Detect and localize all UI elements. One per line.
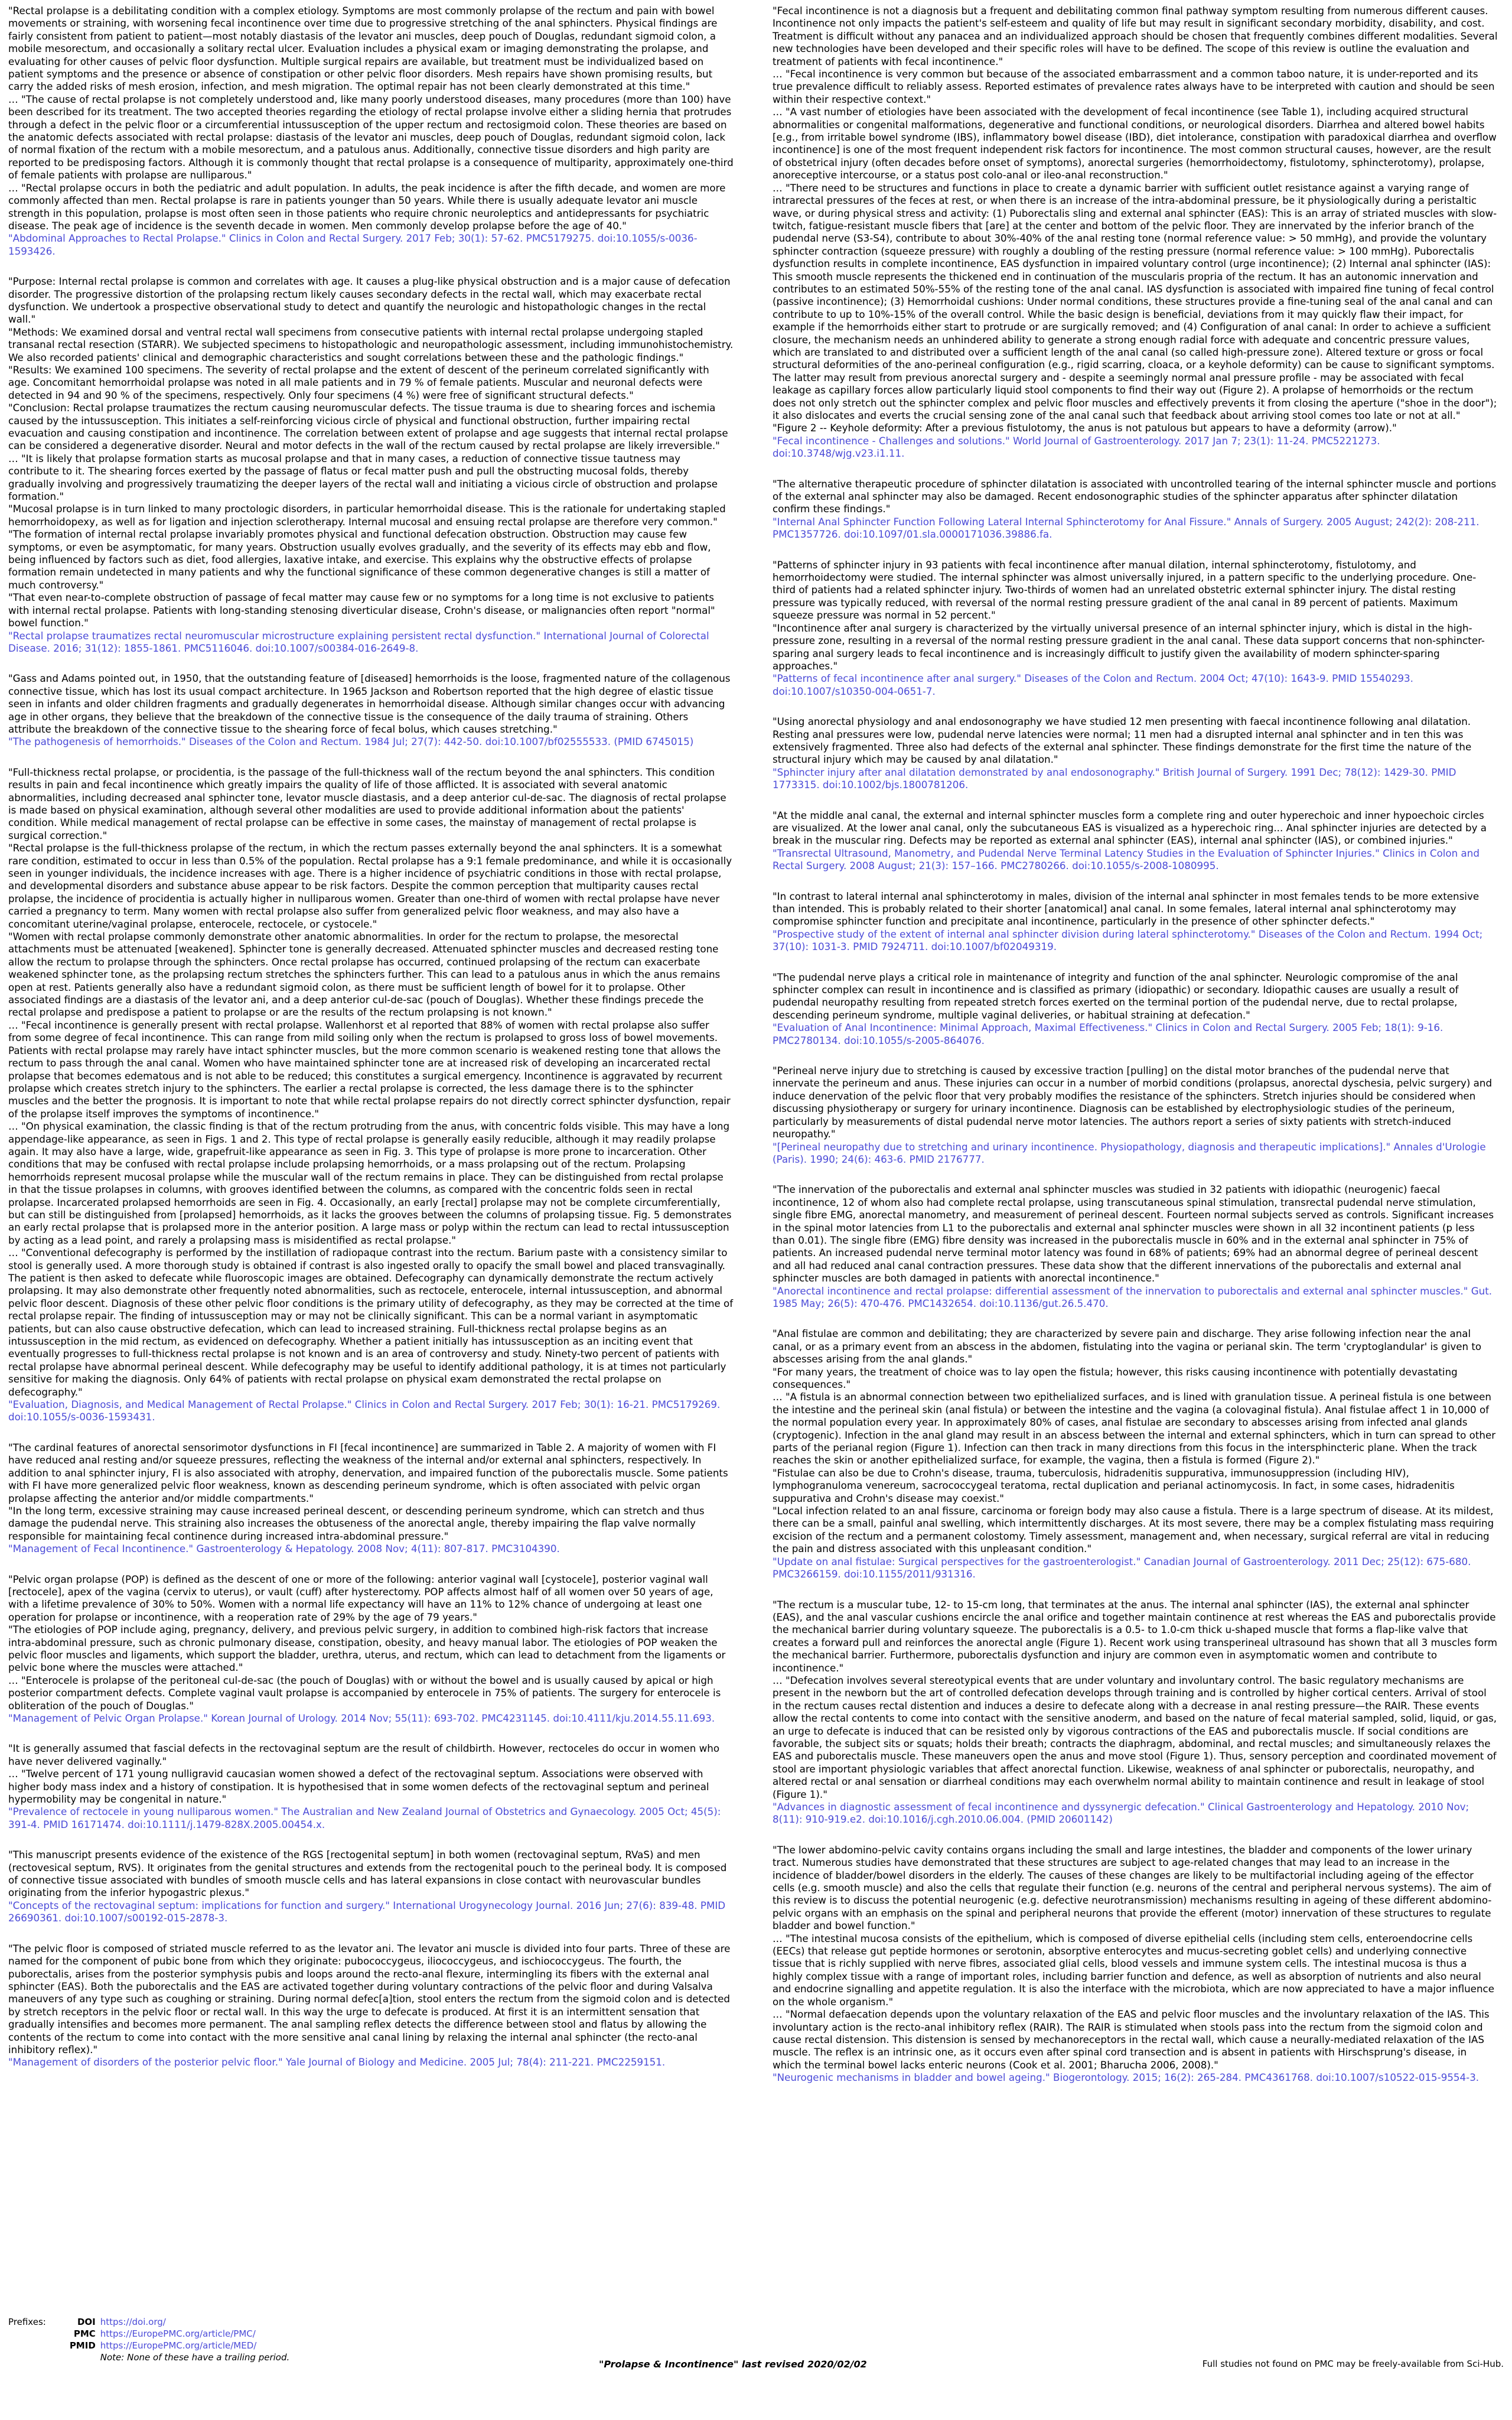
quote-paragraph: … "A vast number of etiologies have been associated with the development of fecal incontinence (see Table 1), including acquired structural abnormalities or congenital malformations, degenerative and functional conditions, or neurological disorders. Diarrhea and altered bowel habits [e.g., from irritable bowel syndrome (IBS), inflammatory bowel disease (IBD), diet intolerance, constipation with paradoxical diarrhea and overflow incontinence] is one of the most frequent independent risk factors for incontinence. The most common structural causes, however, are the result of obstetrical injury (often decades before onset of symptoms), anorectal surgeries (hemorrhoidectomy, fistulotomy, sphincterotomy), prolapse, anoreceptive intercourse, or a status post colo-anal or ileo-anal reconstruction." — [773, 106, 1500, 181]
quote-paragraph: "Figure 2 -- Keyhole deformity: After a previous fistulotomy, the anus is not patulous but appears to have a deformity (arrow)." — [773, 422, 1397, 434]
quote-paragraph: "Methods: We examined dorsal and ventral rectal wall specimens from consecutive patients with internal rectal prolapse undergoing stapled transanal rectal resection (STARR). We subjected specimens to histopathologic and neuropathologic assessment, including immunohistochemistry. We also recorded patients' clinical and demographic characteristics and sought correlations between these and the pathologic findings." — [8, 326, 737, 363]
citation-link[interactable]: "Anorectal incontinence and rectal prolapse: differential assessment of the innervation to puborectalis and external anal sphincter muscles." Gut. 1985 May; 26(5): 470-476. PMC1432654. doi:10.1136/gut.26.5.470. — [773, 1284, 1493, 1309]
citation-link[interactable]: "The pathogenesis of hemorrhoids." Diseases of the Colon and Rectum. 1984 Jul; 27(7): 442-50. doi:10.1007/bf02555533. (PMID 6745015) — [8, 736, 694, 748]
prefixes-label: Prefixes: — [8, 2317, 46, 2327]
citation-link[interactable]: "Advances in diagnostic assessment of fecal incontinence and dyssynergic defecation." Clinical Gastroenterology and Hepatology. 2010 Nov; 8(11): 910-919.e2. doi:10.1016/j.cgh.2010.06.004. (PMID 20601142) — [773, 1801, 1469, 1826]
doi-url-link[interactable]: https://doi.org/ — [100, 2317, 166, 2327]
citation-entry — [773, 1598, 1501, 1826]
citation-link[interactable]: "Internal Anal Sphincter Function Following Lateral Internal Sphincterotomy for Anal Fissure." Annals of Surgery. 2005 August; 242(2): 208-211. PMC1357726. doi:10.1097/01.sla.0000171036.39886.fa. — [773, 515, 1480, 541]
quote-paragraph: "Rectal prolapse is the full-thickness prolapse of the rectum, in which the rectum passes externally beyond the anal sphincters. It is a somewhat rare condition, estimated to occur in less than 0.5% of the population. Rectal prolapse has a 9:1 female predominance, and while it is occasionally seen in younger individuals, the incidence increases with age. There is a higher incidence of psychiatric conditions in those with rectal prolapse, and developmental disorders and substance abuse appear to be risk factors. Despite the common perception that multiparity causes rectal prolapse, the incidence of procidentia is actually higher in nulliparous women. Greater than one-third of women with rectal prolapse have never carried a pregnancy to term. Many women with rectal prolapse also suffer from generalized pelvic floor weakness, and may also have a concomitant uterine/vaginal prolapse, enterocele, rectocele, or cystocele." — [8, 842, 735, 930]
quote-paragraph: "Purpose: Internal rectal prolapse is common and correlates with age. It causes a plug-like physical obstruction and is a major cause of defecation disorder. The progressive distortion of the prolapsing rectum likely causes secondary defects in the rectal wall, which may exacerbate rectal dysfunction. We undertook a prospective observational study to detect and quantify the neurologic and histopathologic changes in the rectal wall." — [8, 275, 734, 326]
citation-link[interactable]: "[Perineal neuropathy due to stretching and urinary incontinence. Physiopathology, diagnosis and therapeutic implications]." Annales d'Urologie (Paris). 1990; 24(6): 463-6. PMID 2176777. — [773, 1140, 1486, 1165]
quote-paragraph: "The etiologies of POP include aging, pregnancy, delivery, and previous pelvic surgery, in addition to combined high-risk factors that increase intra-abdominal pressure, such as chronic pulmonary disease, constipation, obesity, and heavy manual labor. The etiologies of POP weaken the pelvic floor muscles and ligaments, which support the bladder, urethra, uterus, and rectum, which can lead to detachment from the ligaments or pelvic bone where the muscles were attached." — [8, 1624, 729, 1674]
citation-entry — [773, 1183, 1498, 1310]
quote-paragraph: "The alternative therapeutic procedure of sphincter dilatation is associated with uncontrolled tearing of the internal sphincter muscle and portions of the external anal sphincter may also be damaged. Recent endosonographic studies of the sphincter apparatus after sphincter dilatation confirm these findings." — [773, 477, 1500, 515]
citation-entry — [8, 672, 734, 748]
quote-paragraph: "That even near-to-complete obstruction of passage of fecal matter may cause few or no symptoms for a long time is not exclusive to patients with internal rectal prolapse. Patients with long-standing stenosing diverticular disease, Crohn's disease, or malignancies often report "normal" bowel function." — [8, 591, 719, 629]
citation — [8, 1543, 734, 1555]
citation — [8, 1806, 734, 1831]
page-footer — [8, 2316, 1504, 2416]
quote-paragraph: "Fistulae can also be due to Crohn's disease, trauma, tuberculosis, hidradenitis suppurativa, immunosuppression (including HIV), lymphogranuloma venereum, sacrococcygeal teratoma, rectal duplication and perianal actinomycosis. In fact, in some cases, hidradenitis suppurativa and Crohn's disease may coexist." — [773, 1466, 1458, 1504]
citation — [773, 1022, 1498, 1047]
last-revised: "Prolapse & Incontinence" last revised 2020/02/02 — [599, 2359, 867, 2370]
quote-paragraph: "In the long term, excessive straining may cause increased perineal descent, or descending perineum syndrome, which can stretch and thus damage the pudendal nerve. This straining also increases the obtuseness of the anorectal angle, thereby impairing the flap valve normally responsible for maintaining fecal continence during increased intra-abdominal pressure." — [8, 1504, 708, 1542]
citation — [8, 630, 734, 655]
citation-entry — [8, 766, 737, 1424]
quote-paragraph: "In contrast to lateral internal anal sphincterotomy in males, division of the internal anal sphincter in most females tends to be more extensive than intended. This is probably related to their shorter [anatomical] anal canal. In some females, lateral internal anal sphincterotomy may compromise sphincter function and precipitate anal incontinence, particularly in the presence of other sphincter defects." — [773, 890, 1482, 928]
pmid-key: PMID — [69, 2340, 96, 2351]
quote-paragraph: "Results: We examined 100 specimens. The severity of rectal prolapse and the extent of descent of the perineum correlated significantly with age. Concomitant hemorrhoidal prolapse was noted in all male patients and in 79 % of female patients. Muscular and neuronal defects were detected in 94 and 90 % of the specimens, respectively. Only four specimens (4 %) were free of significant structural defects." — [8, 363, 712, 401]
citation-link[interactable]: "Management of Fecal Incontinence." Gastroenterology & Hepatology. 2008 Nov; 4(11): 807-817. PMC3104390. — [8, 1543, 560, 1555]
quote-paragraph: … "The cause of rectal prolapse is not completely understood and, like many poorly understood diseases, many procedures (more than 100) have been described for its treatment. The two accepted theories regarding the etiology of rectal prolapse involve either a sliding hernia that protrudes through a defect in the pelvic floor or a circumferential intussusception of the upper rectum and rectosigmoid colon. These theories are based on the anatomic defects associated with rectal prolapse: diastasis of the levator ani muscles, deep pouch of Douglas, redundant sigmoid colon, lack of normal fixation of the rectum with a mobile mesorectum, and a patulous anus. Additionally, connective tissue disorders and high parity are reported to be predisposing factors. Although it is commonly thought that rectal prolapse is a consequence of multiparity, approximately one-third of female patients with prolapse are nulliparous." — [8, 93, 737, 181]
citation-link[interactable]: "Rectal prolapse traumatizes rectal neuromuscular microstructure explaining persistent rectal dysfunction." International Journal of Colorectal Disease. 2016; 31(12): 1855-1861. PMC5116046. doi:10.1007/s00384-016-2649-8. — [8, 629, 709, 654]
citation-entry — [773, 715, 1498, 791]
citation-link[interactable]: "Neurogenic mechanisms in bladder and bowel ageing." Biogerontology. 2015; 16(2): 265-284. PMC4361768. doi:10.1007/s10522-015-9554-3. — [773, 2071, 1480, 2084]
citation — [773, 1141, 1498, 1166]
quote-paragraph: "The formation of internal rectal prolapse invariably promotes physical and functional defecation obstruction. Obstruction may cause few symptoms, or even be asymptomatic, for many years. Obstruction usually evolves gradually, and the severity of its effects may ebb and flow, being influenced by factors such as diet, food allergies, laxative intake, and exercise. This explains why the obstructive effects of prolapse formation remain undetected in many patients and why the functional significance of these common degenerative changes is still a matter of much controversy." — [8, 528, 714, 591]
quote-paragraph: "Local infection related to an anal fissure, carcinoma or foreign body may also cause a fistula. There is a large spectrum of disease. At its mildest, there can be a small, painful anal swelling, which intermittently discharges. At its most severe, there may be a complex fistulating mass requiring excision of the rectum and a permanent colostomy. Timely assessment, management and, when necessary, surgical referral are vital in reducing the pain and distress associated with this unpleasant condition." — [773, 1505, 1497, 1555]
citation-entry — [773, 971, 1498, 1047]
prefix-note: Note: None of these have a trailing period. — [100, 2352, 290, 2363]
citation-entry — [773, 478, 1498, 541]
pmid-url-link[interactable]: https://EuropePMC.org/article/MED/ — [100, 2340, 257, 2351]
citation-link[interactable]: "Patterns of fecal incontinence after anal surgery." Diseases of the Colon and Rectum. 2004 Oct; 47(10): 1643-9. PMID 15540293. doi:10.1007/s10350-004-0651-7. — [773, 672, 1413, 697]
quote-paragraph: "Mucosal prolapse is in turn linked to many proctologic disorders, in particular hemorrhoidal disease. This is the rationale for undertaking stapled hemorrhoidopexy, as well as for ligation and injection sclerotherapy. Internal mucosal and ensuing rectal prolapse are therefore very common." — [8, 503, 729, 528]
citation-entry — [773, 1844, 1498, 2084]
quote-paragraph: … "A fistula is an abnormal connection between two epithelialized surfaces, and is lined with granulation tissue. A perineal fistula is one between the intestine and the perineal skin (anal fistula) or between the intestine and the vagina (a colovaginal fistula). Anal fistulae affect 1 in 10,000 of the normal population every year. In approximately 80% of cases, anal fistulae are secondary to abscesses arising from infected anal glands (cryptogenic). Infection in the anal gland may result in an abscess between the internal and external sphincters, which in turn can spread to other parts of the perianal region (Figure 1). Infection can then track in many directions from this focus in the intersphincteric plane. When the track reaches the skin or another epithelialized surface, for example, the vagina, then a fistula is formed (Figure 2)." — [773, 1391, 1499, 1466]
citation-link[interactable]: "Abdominal Approaches to Rectal Prolapse." Clinics in Colon and Rectal Surgery. 2017 Feb; 30(1): 57-62. PMC5179275. doi:10.1055/s-0036-1593426. — [8, 232, 698, 257]
citation-link[interactable]: "Prevalence of rectocele in young nulliparous women." The Australian and New Zealand Journal of Obstetrics and Gynaecology. 2005 Oct; 45(5): 391-4. PMID 16171474. doi:10.1111/j.1479-828X.2005.00454.x. — [8, 1806, 721, 1830]
quote-paragraph: "This manuscript presents evidence of the existence of the RGS [rectogenital septum] in both women (rectovaginal septum, RVaS) and men (rectovesical septum, RVS). It originates from the genital structures and extends from the rectogenital pouch to the perineal body. It is composed of connective tissue associated with bundles of smooth muscle cells and has lateral expansions in close contact with neurovascular bundles originating from the inferior hypogastric plexus." — [8, 1849, 730, 1899]
quote-paragraph: … "Conventional defecography is performed by the instillation of radiopaque contrast into the rectum. Barium paste with a consistency similar to stool is generally used. A more thorough study is obtained if contrast is also ingested orally to opacify the small bowel and placed transvaginally. The patient is then asked to defecate while fluoroscopic images are obtained. Defecography can dynamically demonstrate the rectum actively prolapsing. It may also demonstrate other frequently noted abnormalities, such as rectocele, enterocele, internal intussusception, and abnormal pelvic floor descent. Diagnosis of these other pelvic floor conditions is the primary utility of defecography, as they may be corrected at the time of rectal prolapse repair. The finding of intussusception may or may not be clinically significant. This can be a normal variant in asymptomatic patients, but can also cause obstructive defecation, which can lead to increased straining. Full-thickness rectal prolapse begins as an intussusception in the mid rectum, as evidenced on defecography. Whether a patient initially has intussusception as an inciting event that eventually progresses to full-thickness rectal prolapse is not known and is an area of controversy and study. Ninety-two percent of patients with rectal prolapse have abnormal perineal descent. While defecography may be useful to identify additional pathology, it is at times not particularly sensitive for making the diagnosis. Only 64% of patients with rectal prolapse on physical exam demonstrated the rectal prolapse on defecography." — [8, 1247, 737, 1398]
right-column — [773, 5, 1501, 2294]
quote-paragraph: "Patterns of sphincter injury in 93 patients with fecal incontinence after manual dilation, internal sphincterotomy, fistulotomy, and hemorrhoidectomy were studied. The internal sphincter was almost universally injured, in a pattern specific to the underlying procedure. One-third of patients had a related sphincter injury. Two-thirds of women had an unrelated obstetric external sphincter injury. The distal resting pressure was typically reduced, with reversal of the normal resting pressure gradient of the anal canal in 89 percent of patients. Maximum squeeze pressure was normal in 52 percent." — [773, 558, 1477, 622]
quote-paragraph: … "Normal defaecation depends upon the voluntary relaxation of the EAS and pelvic floor muscles and the involuntary relaxation of the IAS. This involuntary action is the recto-anal inhibitory reflex (RAIR). The RAIR is stimulated when stools pass into the rectum from the sigmoid colon and cause rectal distension. This distension is sensed by mechanoreceptors in the rectal wall, which cause a neurally-mediated relaxation of the IAS muscle. The reflex is an intrinsic one, as it occurs even after spinal cord transection and is absent in patients with Hirschsprung's disease, in which the terminal bowel lacks enteric neurons (Cook et al. 2001; Bharucha 2006, 2008)." — [773, 2008, 1493, 2071]
citation-link[interactable]: "Sphincter injury after anal dilatation demonstrated by anal endosonography." British Journal of Surgery. 1991 Dec; 78(12): 1429-30. PMID 1773315. doi:10.1002/bjs.1800781206. — [773, 766, 1456, 791]
citation — [8, 736, 734, 748]
citation-entry — [773, 1328, 1498, 1580]
citation — [773, 516, 1498, 541]
sci-hub-note: Full studies not found on PMC may be freely-available from Sci-Hub. — [1202, 2359, 1504, 2369]
quote-paragraph: "For many years, the treatment of choice was to lay open the fistula; however, this risks causing incontinence with potentially devastating consequences." — [773, 1365, 1461, 1390]
quote-paragraph: "It is generally assumed that fascial defects in the rectovaginal septum are the result of childbirth. However, rectoceles do occur in women who have never delivered vaginally." — [8, 1742, 723, 1767]
quote-paragraph: "Fecal incontinence is not a diagnosis but a frequent and debilitating common final pathway symptom resulting from numerous different causes. Incontinence not only impacts the patient's self-esteem and quality of life but may result in significant secondary morbidity, disability, and cost. Treatment is difficult without any panacea and an individualized approach should be chosen that frequently combines different modalities. Several new technologies have been developed and their specific roles will have to be defined. The scope of this review is outline the evaluation and treatment of patients with fecal incontinence." — [773, 5, 1501, 67]
citation-link[interactable]: "Evaluation of Anal Incontinence: Minimal Approach, Maximal Effectiveness." Clinics in Colon and Rectal Surgery. 2005 Feb; 18(1): 9-16. PMC2780134. doi:10.1055/s-2005-864076. — [773, 1022, 1443, 1046]
quote-paragraph: … "Fecal incontinence is generally present with rectal prolapse. Wallenhorst et al reported that 88% of women with rectal prolapse also suffer from some degree of fecal incontinence. This can range from mild soiling only when the rectum is prolapsed to gross loss of bowel movements. Patients with rectal prolapse may rarely have intact sphincter muscles, but the more common scenario is weakened resting tone that allows the rectum to pass through the anal canal. Women who have maintained sphincter tone are at increased risk of developing an incarcerated rectal prolapse that becomes edematous and is not able to be reduced; this constitutes a surgical emergency. Incontinence is aggravated by recurrent prolapse which creates stretch injury to the sphincters. The earlier a rectal prolapse is corrected, the less damage there is to the sphincter muscles and the better the prognosis. It is important to note that while rectal prolapse repairs do not directly correct sphincter dysfunction, repair of the prolapse itself improves the symptoms of incontinence." — [8, 1019, 734, 1120]
quote-paragraph: "The pelvic floor is composed of striated muscle referred to as the levator ani. The levator ani muscle is divided into four parts. Three of these are named for the component of pubic bone from which they originate: pubococcygeus, iliococcygeus, and ischiococcygeus. The fourth, the puborectalis, arises from the posterior symphysis pubis and loops around the recto-anal flexure, intermingling its fibers with the external anal sphincter (EAS). Both the puborectalis and the EAS are activated together during voluntary contractions of the pelvic floor and during Valsalva maneuvers of any type such as coughing or straining. During normal defec[a]tion, stool enters the rectum from the sigmoid colon and is detected by stretch receptors in the pelvic floor or rectal wall. In this way the urge to defecate is produced. At first it is an intermittent sensation that gradually intensifies and becomes more permanent. The anal sampling reflex detects the difference between stool and flatus by allowing the contents of the rectum to come into contact with the more sensitive anal canal lining by relaxing the internal anal sphincter (the recto-anal inhibitory reflex)." — [8, 1942, 734, 2055]
quote-paragraph: "Perineal nerve injury due to stretching is caused by excessive traction [pulling] on the distal motor branches of the pudendal nerve that innervate the perineum and anus. These injuries can occur in a number of morbid conditions (prolapsus, anorectal dyschesia, pelvic surgery) and induce denervation of the pelvic floor that very probably modifies the resistance of the sphincters. Stretch injuries should be considered when discussing physiotherapy or surgery for urinary incontinence. Diagnosis can be established by electrophysiologic studies of the perineum, particularly by measurements of distal pudendal nerve motor latencies. The authors report a series of sixty patients with stretch-induced neuropathy." — [773, 1065, 1495, 1140]
citation — [8, 1398, 734, 1424]
quote-paragraph: "The cardinal features of anorectal sensorimotor dysfunctions in FI [fecal incontinence] are summarized in Table 2. A majority of women with FI have reduced anal resting and/or squeeze pressures, reflecting the weakness of the internal and/or external anal sphincters, respectively. In addition to anal sphincter injury, FI is also associated with atrophy, denervation, and impaired function of the puborectalis muscle. Some patients with FI have more generalized pelvic floor weakness, known as descending perineum syndrome, which is often associated with pelvic organ prolapse affecting the anterior and/or middle compartments." — [8, 1441, 731, 1504]
citation — [773, 435, 1498, 460]
citation-entry — [8, 1573, 734, 1725]
citation-link[interactable]: "Prospective study of the extent of internal anal sphincter division during lateral sphincterotomy." Diseases of the Colon and Rectum. 1994 Oct; 37(10): 1031-3. PMID 7924711. doi:10.1007/bf02049319. — [773, 928, 1483, 953]
citation-entry — [773, 1065, 1498, 1166]
quote-paragraph: … "Rectal prolapse occurs in both the pediatric and adult population. In adults, the peak incidence is after the fifth decade, and women are more commonly affected than men. Rectal prolapse is rare in patients younger than 50 years. While there is usually adequate levator ani muscle strength in this population, prolapse is most often seen in those patients who require chronic neuroleptics and antidepressants for psychiatric disease. The peak age of incidence is the seventh decade in women. Men commonly develop prolapse before the age of 40." — [8, 181, 729, 232]
citation — [773, 2071, 1498, 2084]
quote-paragraph: "The pudendal nerve plays a critical role in maintenance of integrity and function of the anal sphincter. Neurologic compromise of the anal sphincter complex can result in incontinence and is classified as primary (idiopathic) or secondary. Idiopathic causes are usually a result of pudendal neuropathy resulting from repeated stretch forces exerted on the terminal portion of the pudendal nerve, due to rectal prolapse, descending perineum syndrome, multiple vaginal deliveries, or habitual straining at defecation." — [773, 971, 1462, 1021]
citation-entry — [773, 809, 1498, 873]
citation-entry — [8, 1442, 734, 1556]
citation — [8, 1712, 734, 1725]
citation-entry — [8, 5, 737, 258]
quote-paragraph: … "There need to be structures and functions in place to create a dynamic barrier with sufficient outlet resistance against a varying range of intrarectal pressures of the feces at rest, or when there is an increase of the intra-abdominal pressure, be it physiologically during a peristaltic wave, or during physical stress and activity: (1) Puborectalis sling and external anal sphincter (EAS): This is an array of striated muscles with slow-twitch, fatigue-resistant muscle fibers that [are] at the center and bottom of the pelvic floor. They are innervated by the inferior branch of the pudendal nerve (S3-S4), contribute to about 30%-40% of the anal resting tone (normal reference value: > 50 mmHg), and provide the voluntary sphincter contraction (squeeze pressure) with roughly a doubling of the resting pressure (normal reference value: > 100 mmHg). Puborectalis dysfunction results in complete incontinence, EAS dysfunction in impaired voluntary control (urge incontinence); (2) Internal anal sphincter (IAS): This smooth muscle represents the thickened end in continuation of the muscularis propria of the rectum. It has an autonomic innervation and contributes to an estimated 50%-55% of the resting tone of the anal canal. IAS dysfunction is associated with impaired fine tuning of fecal control (passive incontinence); (3) Hemorrhoidal cushions: Under normal conditions, these structures provide a fine-tuning seal of the anal canal and can contribute to up to 10%-15% of the overall control. While the basic design is beneficial, deviations from it may quickly flaw their impact, for example if the hemorrhoids either start to protrude or are surgically removed; and (4) Configuration of anal canal: In order to achieve a sufficient closure, the mechanism needs an unhindered ability to generate a strong enough radial force with adequate and concentric pressure values, which are translated to and distributed over a sufficient length of the anal canal (so called high-pressure zone). Altered texture or gross or focal structural deformities of the ano-perineal configuration (e.g., rigid scarring, cloaca, or a keyhole deformity) can be cause to significant symptoms. The latter may result from previous anorectal surgery and - despite a seemingly normal anal pressure profile - may be associated with fecal leakage as capillary forces allow particularly liquid stool components to find their way out (Figure 2). A prolapse of hemorrhoids or the rectum does not only stretch out the sphincter complex and pelvic floor muscles and effectively prevents it from closing the aperture ("shoe in the door"); it also dislocates and everts the crucial sensing zone of the anal canal such that feedback about arriving stool comes too late or not at all." — [773, 181, 1500, 421]
quote-paragraph: … "Twelve percent of 171 young nulligravid caucasian women showed a defect of the rectovaginal septum. Associations were observed with higher body mass index and a history of constipation. It is hypothesised that in some women defects of the rectovaginal septum and perineal hypermobility may be congenital in nature." — [8, 1768, 712, 1806]
quote-paragraph: … "It is likely that prolapse formation starts as mucosal prolapse and that in many cases, a reduction of connective tissue tautness may contribute to it. The shearing forces exerted by the passage of flatus or fecal matter push and pull the obstructing mucosal folds, thereby gradually involving and progressively traumatizing the deeper layers of the rectal wall and initiating a vicious circle of obstruction and prolapse formation." — [8, 452, 721, 503]
left-column — [8, 5, 737, 2294]
citation-entry — [773, 559, 1498, 698]
pmc-key: PMC — [73, 2328, 96, 2339]
citation — [8, 1899, 734, 1925]
citation — [8, 2056, 734, 2068]
quote-paragraph: … "Defecation involves several stereotypical events that are under voluntary and involuntary control. The basic regulatory mechanisms are present in the newborn but the art of controlled defecation develops through training and is controlled by higher cortical centers. Arrival of stool in the rectum causes rectal distention and induces a desire to defecate along with a decrease in anal resting pressure—the RAIR. These events allow the rectal contents to come into contact with the sensitive anoderm, and based on the nature of fecal material sampled, solid, liquid, or gas, an urge to defecate is induced that can be resisted only by vigorous contractions of the EAS and puborectalis muscle. If social conditions are favorable, the subject sits or squats; holds their breath; contracts the diaphragm, abdominal, and rectal muscles; and simultaneously relaxes the EAS and puborectalis muscle. These maneuvers open the anus and move stool (Figure 1). Thus, sensory perception and coordinated movement of stool are important physiologic variables that affect anorectal function. Likewise, weakness of anal sphincter or puborectalis, neuropathy, and altered rectal or anal sensation or diarrheal conditions may each overwhelm normal ability to maintain continence and result in leakage of stool (Figure 1)." — [773, 1674, 1500, 1800]
citation-entry — [8, 1742, 734, 1831]
citation-link[interactable]: "Management of Pelvic Organ Prolapse." Korean Journal of Urology. 2014 Nov; 55(11): 693-702. PMC4231145. doi:10.4111/kju.2014.55.11.693. — [8, 1712, 715, 1724]
quote-paragraph: … "The intestinal mucosa consists of the epithelium, which is composed of diverse epithelial cells (including stem cells, enteroendocrine cells (EECs) that release gut peptide hormones or serotonin, absorptive enterocytes and mucus-secreting goblet cells) and underlying connective tissue that is richly supplied with nerve fibres, associated glial cells, blood vessels and immune system cells. The intestinal mucosa is thus a highly complex tissue with a range of important roles, including barrier function and defence, as well as absorption of nutrients and also neural and endocrine signalling and appetite regulation. It is also the interface with the microbiota, which are now appreciated to have a major influence on the whole organism." — [773, 1932, 1498, 2008]
quote-paragraph: "The lower abdomino-pelvic cavity contains organs including the small and large intestines, the bladder and components of the lower urinary tract. Numerous studies have demonstrated that these structures are subject to age-related changes that may lead to an increase in the incidence of bladder/bowel disorders in the elderly. The causes of these changes are likely to be multifactorial including ageing of the effector cells (e.g. smooth muscle) and also the cells that regulate their function (e.g. neurons of the central and peripheral nervous systems). The aim of this review is to discuss the potential neurogenic (e.g. defective neurotransmission) mechanisms resulting in ageing of these different abdomino-pelvic organs with an emphasis on the spinal and peripheral neurons that provide the efferent (motor) innervation of these structures to regulate bladder and bowel function." — [773, 1843, 1494, 1932]
citation-entry — [8, 275, 737, 655]
quote-paragraph: "Gass and Adams pointed out, in 1950, that the outstanding feature of [diseased] hemorrhoids is the loose, fragmented nature of the collagenous connective tissue, which has lost its usual compact architecture. In 1965 Jackson and Robertson reported that the high degree of elastic tissue seen in infants and older children fragments and gradually degenerates in hemorrhoidal disease. Although similar changes occur with advancing age in other organs, they believe that the breakdown of the connective tissue is the consequence of the daily trauma of straining. Others attribute the breakdown of the connective tissue to the shearing force of fecal bolus, which causes stretching." — [8, 672, 734, 735]
quote-paragraph: "At the middle anal canal, the external and internal sphincter muscles form a complete ring and outer hyperechoic and inner hypoechoic circles are visualized. At the lower anal canal, only the subcutaneous EAS is visualized as a hyperechoic ring... Anal sphincter injuries are detected by a break in the muscular ring. Defects may be reported as external anal sphincter (EAS), internal anal sphincter (IAS), or combined injuries." — [773, 809, 1490, 847]
citation-link[interactable]: "Transrectal Ultrasound, Manometry, and Pudendal Nerve Terminal Latency Studies in the Evaluation of Sphincter Injuries." Clinics in Colon and Rectal Surgery. 2008 August; 21(3): 157–166. PMC2780266. doi:10.1055/s-2008-1080995. — [773, 847, 1480, 872]
quote-paragraph: "Conclusion: Rectal prolapse traumatizes the rectum causing neuromuscular defects. The tissue trauma is due to shearing forces and ischemia caused by the intussusception. This initiates a self-reinforcing vicious circle of physical and functional obstruction, further impairing rectal evacuation and causing constipation and incontinence. The correlation between extent of prolapse and age suggests that internal rectal prolapse can be considered a degenerative disorder. Neural and motor defects in the wall of the rectum caused by rectal prolapse are likely irreversible." — [8, 402, 731, 452]
citation-entry — [8, 1943, 734, 2069]
quote-paragraph: "Women with rectal prolapse commonly demonstrate other anatomic abnormalities. In order for the rectum to prolapse, the mesorectal attachments must be attenuated [weakened]. Sphincter tone is generally decreased. Attenuated sphincter muscles and decreased resting tone allow the rectum to prolapse through the sphincters. Once rectal prolapse has occurred, continued prolapsing of the rectum can exacerbate weakened sphincter tone, as the prolapsing rectum stretches the sphincters further. This can lead to a patulous anus in which the anus remains open at rest. Patients generally also have a redundant sigmoid colon, as there must be sufficient length of bowel for it to prolapse. Other associated findings are a diastasis of the levator ani, and a deep anterior cul-de-sac (pouch of Douglas). Whether these findings precede the rectal prolapse and predispose a patient to prolapse or are the results of the rectum prolapsing is not known." — [8, 931, 724, 1019]
citation-link[interactable]: "Management of disorders of the posterior pelvic floor." Yale Journal of Biology and Medicine. 2005 Jul; 78(4): 211-221. PMC2259151. — [8, 2056, 666, 2068]
prefixes-legend — [8, 2316, 293, 2363]
citation-link[interactable]: "Evaluation, Diagnosis, and Medical Management of Rectal Prolapse." Clinics in Colon and Rectal Surgery. 2017 Feb; 30(1): 16-21. PMC5179269. doi:10.1055/s-0036-1593431. — [8, 1398, 721, 1423]
citation — [773, 766, 1498, 792]
citation-link[interactable]: "Concepts of the rectovaginal septum: implications for function and surgery." International Urogynecology Journal. 2016 Jun; 27(6): 839-48. PMID 26690361. doi:10.1007/s00192-015-2878-3. — [8, 1899, 726, 1924]
citation-entry — [8, 1849, 734, 1924]
doi-key: DOI — [77, 2317, 96, 2327]
quote-paragraph: … "Fecal incontinence is very common but because of the associated embarrassment and a common taboo nature, it is under-reported and its true prevalence difficult to reliably assess. Reported estimates of prevalence rates always have to be interpreted with caution and should be seen within their respective context." — [773, 68, 1498, 105]
pmc-url-link[interactable]: https://EuropePMC.org/article/PMC/ — [100, 2328, 256, 2339]
quote-paragraph: "Full-thickness rectal prolapse, or procidentia, is the passage of the full-thickness wall of the rectum beyond the anal sphincters. This condition results in pain and fecal incontinence which greatly impairs the quality of life of those afflicted. It is associated with several anatomic abnormalities, including decreased anal sphincter tone, levator muscle diastasis, and a deep anterior cul-de-sac. The diagnosis of rectal prolapse is made based on physical examination, although several other modalities are used to provide additional information about the patients' condition. While medical management of rectal prolapse can be effective in some cases, the mainstay of management of rectal prolapse is surgical correction." — [8, 766, 729, 841]
quote-paragraph: … "Enterocele is prolapse of the peritoneal cul-de-sac (the pouch of Douglas) with or without the bowel and is usually caused by apical or high posterior compartment defects. Complete vaginal vault prolapse is accompanied by enterocele in 75% of patients. The surgery for enterocele is obliteration of the pouch of Douglas." — [8, 1674, 724, 1712]
citation — [773, 672, 1498, 698]
quote-paragraph: "The rectum is a muscular tube, 12- to 15-cm long, that terminates at the anus. The internal anal sphincter (IAS), the external anal sphincter (EAS), and the anal vascular cushions encircle the anal orifice and together maintain continence at rest whereas the EAS and puborectalis provide the mechanical barrier during voluntary squeeze. The puborectalis is a 0.5- to 1.0-cm thick u-shaped muscle that forms a flap-like valve that creates a forward pull and reinforces the anorectal angle (Figure 1). Recent work using transperineal ultrasound has shown that all 3 muscles form the mechanical barrier. Furthermore, puborectalis dysfunction and injury are common even in asymptomatic women and contribute to incontinence." — [773, 1598, 1501, 1674]
citation-entry — [773, 5, 1501, 460]
citation — [773, 847, 1498, 873]
citation — [773, 1285, 1498, 1310]
quote-paragraph: "Rectal prolapse is a debilitating condition with a complex etiology. Symptoms are most commonly prolapse of the rectum and pain with bowel movements or straining, with worsening fecal incontinence over time due to progressive stretching of the anal sphincters. Physical findings are fairly consistent from patient to patient—most notably diastasis of the levator ani muscles, deep pouch of Douglas, redundant sigmoid colon, a mobile mesorectum, and occasionally a solitary rectal ulcer. Evaluation includes a physical exam or imaging demonstrating the prolapse, and evaluating for other causes of pelvic floor dysfunction. Multiple surgical repairs are available, but treatment must be individualized based on patient symptoms and the presence or absence of constipation or other pelvic floor disorders. Mesh repairs have shown promising results, but carry the added risks of mesh erosion, infection, and mesh migration. The optimal repair has not been clearly demonstrated at this time." — [8, 5, 721, 93]
citation-entry — [773, 890, 1498, 954]
citation-link[interactable]: "Fecal incontinence - Challenges and solutions." World Journal of Gastroenterology. 2017 Jan 7; 23(1): 11-24. PMC5221273. doi:10.3748/wjg.v23.i1.11. — [773, 434, 1380, 460]
quote-paragraph: "Anal fistulae are common and debilitating; they are characterized by severe pain and discharge. They arise following infection near the anal canal, or as a primary event from an abscess in the abdomen, fistulating into the vagina or perianal skin. The term 'cryptoglandular' is given to abscesses arising from the anal glands." — [773, 1328, 1485, 1365]
quote-paragraph: "Using anorectal physiology and anal endosonography we have studied 12 men presenting with faecal incontinence following anal dilatation. Resting anal pressures were low, pudendal nerve latencies were normal; 11 men had a disrupted internal anal sphincter and in ten this was extensively fragmented. Three also had defects of the external anal sphincter. These findings demonstrate for the first time the nature of the structural injury which may be caused by anal dilatation." — [773, 715, 1475, 766]
quote-paragraph: … "On physical examination, the classic finding is that of the rectum protruding from the anus, with concentric folds visible. This may have a long appendage-like appearance, as seen in Figs. 1 and 2. This type of rectal prolapse is generally easily reducible, although it may readily prolapse again. It may also have a large, wide, grapefruit-like appearance as seen in Fig. 3. This type of prolapse is more prone to incarceration. Other conditions that may be confused with rectal prolapse include prolapsing hemorrhoids, or a mass prolapsing out of the rectum. Prolapsing hemorrhoids represent mucosal prolapse while the muscular wall of the rectum remains in place. They can be distinguished from rectal prolapse in that the tissue prolapses in columns, with grooves identified between the columns, as compared with the concentric folds seen in rectal prolapse. Incarcerated prolapsed hemorrhoids are seen in Fig. 4. Occasionally, an early [rectal] prolapse may not be complete circumferentially, but can still be distinguished from [prolapsed] hemorrhoids, as it lacks the grooves between the columns of prolapsing tissue. Fig. 5 demonstrates an early rectal prolapse that is prolapsed more in the anterior position. A large mass or polyp within the rectum can lead to rectal intussusception by acting as a lead point, and rarely a prolapsing mass is misidentified as rectal prolapse." — [8, 1120, 735, 1246]
quote-paragraph: "Pelvic organ prolapse (POP) is defined as the descent of one or more of the following: anterior vaginal wall [cystocele], posterior vaginal wall [rectocele], apex of the vagina (cervix to uterus), or vault (cuff) after hysterectomy. POP affects almost half of all women over 50 years of age, with a lifetime prevalence of 30% to 50%. Women with a normal life expectancy will have an 11% to 12% chance of undergoing at least one operation for prolapse or incontinence, with a reoperation rate of 29% by the age of 79 years." — [8, 1573, 716, 1623]
quote-paragraph: "Incontinence after anal surgery is characterized by the virtually universal presence of an internal sphincter injury, which is distal in the high-pressure zone, resulting in a reversal of the normal resting pressure gradient in the anal canal. These data support concerns that non-sphincter-sparing anal surgery leads to fecal incontinence and is increasingly difficult to justify given the availability of modern sphincter-sparing approaches." — [773, 622, 1485, 672]
citation — [8, 232, 734, 258]
citation — [773, 1801, 1498, 1826]
quote-paragraph: "The innervation of the puborectalis and external anal sphincter muscles was studied in 32 patients with idiopathic (neurogenic) faecal incontinence, 12 of whom also had complete rectal prolapse, using transcutaneous spinal stimulation, transrectal pudendal nerve stimulation, single fibre EMG, anorectal manometry, and measurement of perineal descent. Fourteen normal subjects served as controls. Significant increases in the spinal motor latencies from L1 to the puborectalis and external anal sphincter muscles were shown in all 32 incontinent patients (p less than 0.01). The single fibre (EMG) fibre density was increased in the puborectalis muscle in 60% and in the external anal sphincter in 75% of patients. An increased pudendal nerve terminal motor latency was found in 68% of patients; 69% had an abnormal degree of perineal descent and all had reduced anal canal contraction pressures. These data show that the different innervations of the puborectalis and external anal sphincter muscles are both damaged in patients with anorectal incontinence." — [773, 1183, 1497, 1284]
citation — [773, 1556, 1498, 1581]
citation — [773, 928, 1498, 954]
citation-link[interactable]: "Update on anal fistulae: Surgical perspectives for the gastroenterologist." Canadian Journal of Gastroenterology. 2011 Dec; 25(12): 675-680. PMC3266159. doi:10.1155/2011/931316. — [773, 1555, 1471, 1580]
